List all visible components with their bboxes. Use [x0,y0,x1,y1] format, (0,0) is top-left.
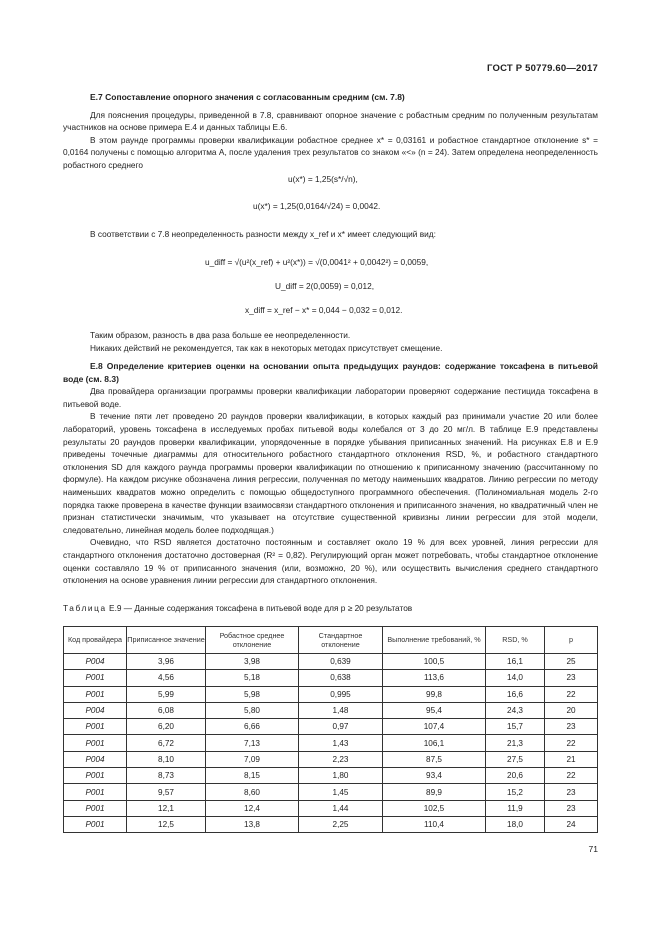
table-cell: 15,7 [486,719,545,735]
table-cell: 0,638 [299,670,383,686]
table-cell: 107,4 [383,719,486,735]
table-cell: 7,09 [206,751,299,767]
page-number: 71 [588,844,598,854]
table-cell: P001 [64,670,127,686]
column-header-compliance-percent: Выполнение требований, % [383,627,486,654]
table-cell: 23 [545,670,598,686]
section-e8-paragraph-3: Очевидно, что RSD является достаточно постоянным и составляет около 19 % для всех уровней, линия регрессии для стандартного отклонения достаточно достоверная (R² = 0,82). Регулирующий орган может потребовать, чтобы стандартное отклонение оценки составляло 19 % от приписанного значения (или, возможно, 20 %), или осуществить вычисления среднего стандартного отклонения на основе уравнения линии регрессии для стандартного отклонения. [63,537,598,586]
table-row [64,654,598,670]
table-cell: 110,4 [383,816,486,832]
formula-uncertainty-numeric: u(x*) = 1,25(0,0164/√24) = 0,0042. [253,201,381,211]
formula-uncertainty-robust-mean: u(x*) = 1,25(s*/√n), [288,174,358,184]
table-cell: 0,995 [299,686,383,702]
formula-x-diff: x_diff = x_ref − x* = 0,044 − 0,032 = 0,012. [245,305,403,315]
table-cell: 6,72 [127,735,206,751]
table-cell: 12,1 [127,800,206,816]
table-cell: 7,13 [206,735,299,751]
table-cell: P004 [64,654,127,670]
table-cell: 1,44 [299,800,383,816]
section-e7-title: Е.7 Сопоставление опорного значения с согласованным средним (см. 7.8) [90,92,405,102]
table-cell: 8,60 [206,784,299,800]
table-cell: 3,98 [206,654,299,670]
table-body [64,654,598,833]
formula-expanded-u-diff: U_diff = 2(0,0059) = 0,012, [275,281,375,291]
table-cell: 5,99 [127,686,206,702]
table-cell: 21 [545,751,598,767]
table-cell: P001 [64,784,127,800]
section-e8-title: Е.8 Определение критериев оценки на основании опыта предыдущих раундов: содержание токсафена в питьевой воде (см. 8.3) [63,361,598,384]
section-e7-paragraph-4: Таким образом, разность в два раза больше ее неопределенности. [90,330,351,340]
table-cell: 1,48 [299,702,383,718]
table-cell: 24,3 [486,702,545,718]
table-cell: 12,5 [127,816,206,832]
table-cell: P004 [64,751,127,767]
table-row [64,800,598,816]
table-cell: 23 [545,784,598,800]
section-e8-paragraph-1: Два провайдера организации программы проверки квалификации лаборатории проверяют содержание пестицида токсафена в питьевой воде. [63,386,598,409]
table-row [64,768,598,784]
table-cell: 22 [545,735,598,751]
table-cell: 6,66 [206,719,299,735]
table-cell: 21,3 [486,735,545,751]
table-cell: 11,9 [486,800,545,816]
table-cell: 4,56 [127,670,206,686]
table-cell: 12,4 [206,800,299,816]
table-cell: 13,8 [206,816,299,832]
table-cell: 5,98 [206,686,299,702]
section-e7-paragraph-3: В соответствии с 7.8 неопределенность разности между x_ref и x* имеет следующий вид: [90,229,436,239]
table-cell: 22 [545,686,598,702]
table-row [64,816,598,832]
table-cell: 113,6 [383,670,486,686]
table-cell: 6,08 [127,702,206,718]
table-row [64,702,598,718]
table-cell: 87,5 [383,751,486,767]
table-cell: 8,15 [206,768,299,784]
column-header-robust-mean: Робастное среднее отклонение [206,627,299,654]
table-cell: 5,18 [206,670,299,686]
section-e8-paragraph-2: В течение пяти лет проведено 20 раундов проверки квалификации, в которых каждый раз принимали участие 20 или более лабораторий, уровень токсафена в исследуемых пробах питьевой воды колебался от 3 до 20 мг/л. В таблице Е.9 представлены результаты 20 раундов проверки квалификации, упорядоченные в порядке убывания приписанных значений. На рисунках Е.8 и Е.9 приведены точечные диаграммы для относительного робастного стандартного отклонения RSD, %, и робастного стандартного отклонения SD для каждого раунда программы проверки квалификации по отношению к приписанному значению (рассчитанному по формуле). На каждом рисунке обозначена линия регрессии, полученная по методу наименьших квадратов. Линию регрессии по методу наименьших квадратов можно определить с помощью общедоступного программного обеспечения. (Полиномиальная модель 2-го порядка также проверена в качестве функции взаимосвязи стандартного отклонения и приписанного значения, но квадратичный член не признан статистически значимым, что указывает на отсутствие существенной кривизны линии регрессии для этой модели, следовательно, линейная модель более подходящая.) [63,411,598,535]
table-cell: 24 [545,816,598,832]
table-cell: 99,8 [383,686,486,702]
table-row [64,686,598,702]
table-cell: P001 [64,719,127,735]
table-caption-text: Е.9 — Данные содержания токсафена в питьевой воде для p ≥ 20 результатов [109,603,413,613]
table-row [64,751,598,767]
table-cell: 102,5 [383,800,486,816]
table-cell: 20,6 [486,768,545,784]
table-cell: 23 [545,719,598,735]
table-cell: 8,73 [127,768,206,784]
column-header-p: p [545,627,598,654]
section-e8 [63,360,598,587]
table-row [64,719,598,735]
table-cell: 27,5 [486,751,545,767]
column-header-standard-deviation: Стандартное отклонение [299,627,383,654]
table-cell: 3,96 [127,654,206,670]
table-cell: 0,639 [299,654,383,670]
section-e7-paragraph-2: В этом раунде программы проверки квалификации робастное среднее x* = 0,03161 и робастное стандартное отклонение s* = 0,0164 получены с помощью алгоритма А, после удаления трех результатов со знаком «<» (n = 24). Затем определена неопределенность робастного среднего [63,134,598,170]
table-cell: 8,10 [127,751,206,767]
table-cell: 2,23 [299,751,383,767]
table-caption [63,603,412,613]
table-row [64,735,598,751]
table-cell: 0,97 [299,719,383,735]
column-header-rsd: RSD, % [486,627,545,654]
table-header-row [64,627,598,654]
document-id-header: ГОСТ Р 50779.60—2017 [487,63,598,74]
table-cell: P001 [64,686,127,702]
table-row [64,670,598,686]
table-cell: 18,0 [486,816,545,832]
table-cell: 1,45 [299,784,383,800]
table-cell: 1,80 [299,768,383,784]
table-cell: 95,4 [383,702,486,718]
formula-u-diff: u_diff = √(u²(x_ref) + u²(x*)) = √(0,0041² + 0,0042²) = 0,0059, [205,257,429,267]
section-e7-intro-diff [63,228,598,241]
section-e7 [63,91,598,172]
table-cell: 14,0 [486,670,545,686]
section-e7-paragraph-1: Для пояснения процедуры, приведенной в 7.8, сравнивают опорное значение с робастным средним по полученным результатам участников на основе примера Е.4 и данных таблицы Е.6. [63,109,598,133]
table-cell: P001 [64,800,127,816]
table-cell: P001 [64,816,127,832]
table-cell: 6,20 [127,719,206,735]
table-row [64,784,598,800]
column-header-provider-code: Код провайдера [64,627,127,654]
table-cell: 1,43 [299,735,383,751]
column-header-assigned-value: Приписанное значение [127,627,206,654]
table-cell: P004 [64,702,127,718]
table-cell: 89,9 [383,784,486,800]
table-cell: 100,5 [383,654,486,670]
table-cell: 15,2 [486,784,545,800]
toxaphene-data-table [63,626,598,833]
table-cell: P001 [64,768,127,784]
table-cell: 5,80 [206,702,299,718]
table-cell: 20 [545,702,598,718]
section-e7-conclusion [63,329,598,354]
section-e7-paragraph-5: Никаких действий не рекомендуется, так как в некоторых методах присутствует смещение. [90,342,443,353]
table-cell: 16,6 [486,686,545,702]
table-cell: 9,57 [127,784,206,800]
table-cell: 2,25 [299,816,383,832]
table-cell: P001 [64,735,127,751]
table-cell: 106,1 [383,735,486,751]
table-cell: 93,4 [383,768,486,784]
table-cell: 22 [545,768,598,784]
table-cell: 23 [545,800,598,816]
table-cell: 25 [545,654,598,670]
table-caption-label: Таблица [63,603,107,613]
table-cell: 16,1 [486,654,545,670]
